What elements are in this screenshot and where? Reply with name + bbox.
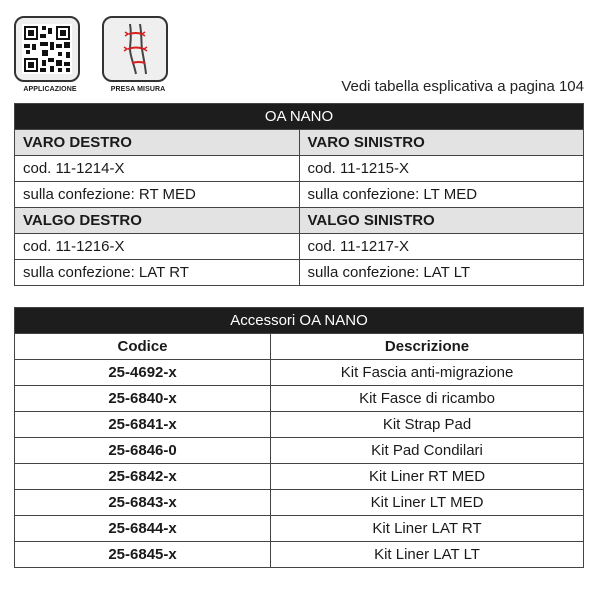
accessory-code: 25-4692-x [15,360,271,386]
icon-label-applicazione: APPLICAZIONE [23,86,77,93]
accessory-description: Kit Liner LT MED [271,490,584,516]
table-row [15,412,584,438]
accessory-description: Kit Fasce di ricambo [271,386,584,412]
accessory-description: Kit Liner RT MED [271,464,584,490]
column-header-description: Descrizione [271,334,584,360]
accessory-code: 25-6844-x [15,516,271,542]
oa-table-title: OA NANO [15,104,584,130]
table-row [15,386,584,412]
accessory-code: 25-6846-0 [15,438,271,464]
varo-destro-code: cod. 11-1214-X [15,156,300,182]
table-row [15,464,584,490]
varo-sinistro-code: cod. 11-1215-X [299,156,584,182]
valgo-destro-code: cod. 11-1216-X [15,234,300,260]
table-row [15,542,584,568]
accessory-description: Kit Liner LAT LT [271,542,584,568]
varo-sinistro-pack: sulla confezione: LT MED [299,182,584,208]
accessory-code: 25-6843-x [15,490,271,516]
oa-nano-table [14,103,584,286]
knee-measure-icon [102,16,168,82]
accessory-code: 25-6840-x [15,386,271,412]
accessory-code: 25-6845-x [15,542,271,568]
qr-code-icon [14,16,80,82]
accessory-description: Kit Strap Pad [271,412,584,438]
valgo-destro-header: VALGO DESTRO [15,208,300,234]
accessories-table [14,307,584,568]
accessory-description: Kit Liner LAT RT [271,516,584,542]
varo-sinistro-header: VARO SINISTRO [299,130,584,156]
table-row [15,360,584,386]
icon-presa-misura [102,16,174,92]
table-row [15,438,584,464]
icon-label-presa-misura: PRESA MISURA [110,86,166,93]
accessory-code: 25-6841-x [15,412,271,438]
valgo-sinistro-pack: sulla confezione: LAT LT [299,260,584,286]
valgo-sinistro-code: cod. 11-1217-X [299,234,584,260]
page-reference-note: Vedi tabella esplicativa a pagina 104 [341,78,584,95]
table-row [15,490,584,516]
column-header-code: Codice [15,334,271,360]
varo-destro-header: VARO DESTRO [15,130,300,156]
accessory-description: Kit Fascia anti-migrazione [271,360,584,386]
icon-applicazione [14,16,86,92]
varo-destro-pack: sulla confezione: RT MED [15,182,300,208]
accessories-title: Accessori OA NANO [15,308,584,334]
table-row [15,516,584,542]
accessory-code: 25-6842-x [15,464,271,490]
valgo-sinistro-header: VALGO SINISTRO [299,208,584,234]
valgo-destro-pack: sulla confezione: LAT RT [15,260,300,286]
accessory-description: Kit Pad Condilari [271,438,584,464]
